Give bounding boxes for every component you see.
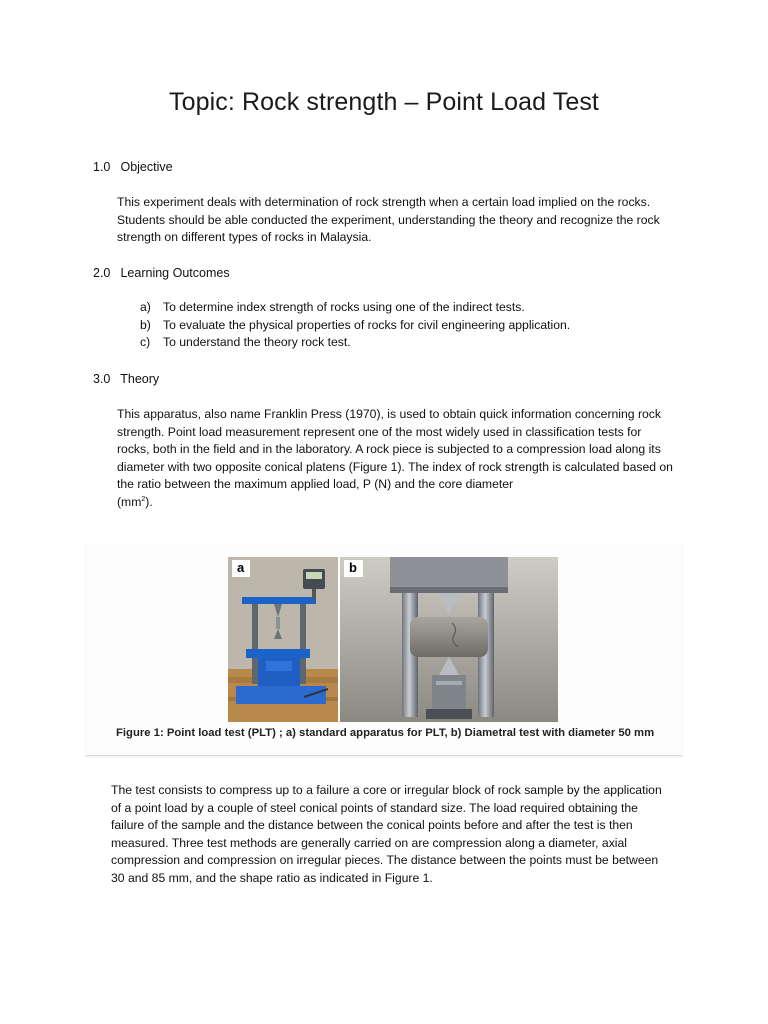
- section-title: Learning Outcomes: [120, 266, 230, 280]
- superscript: 2: [141, 495, 146, 503]
- theory-unit-tail: ).: [145, 494, 153, 509]
- list-item-text: To evaluate the physical properties of rocks for civil engineering application.: [163, 317, 571, 332]
- figure-panel-a: [228, 557, 338, 722]
- section-title: Objective: [120, 160, 173, 174]
- list-marker: b): [140, 317, 151, 332]
- section-number: 3.0: [93, 372, 111, 386]
- list-marker: a): [140, 300, 151, 314]
- section-heading-theory: [93, 372, 159, 386]
- theory-text: This apparatus, also name Franklin Press (1970), is used to obtain quick information concerning rock strength. Point load measurement represent one of the most widely used in classification tests for rocks, both in the field and in the laboratory. A rock piece is subjected to a compression load along its diameter with two opposite conical platens (Figure 1). The index of rock strength is calculated based on the ratio between the maximum applied load, P (N) and the core diameter: [117, 407, 673, 492]
- diametral-test-image: [340, 557, 558, 722]
- theory-unit: (mm: [117, 494, 142, 509]
- test-description-paragraph: The test consists to compress up to a failure a core or irregular block of rock sample by the application of a point load by a couple of steel conical points of standard size. The load required obtaining the failure of the sample and the distance between the conical points before and after the test is then measured. Three test methods are generally carried on are compression along a diameter, axial compression and compression on irregular pieces. The distance between the points must be between 30 and 85 mm, and the shape ratio as indicated in Figure 1.: [111, 783, 662, 885]
- figure-caption: Figure 1: Point load test (PLT) ; a) standard apparatus for PLT, b) Diametral test with diameter 50 mm: [116, 727, 655, 739]
- list-item-text: To understand the theory rock test.: [163, 335, 351, 349]
- objective-paragraph: This experiment deals with determination of rock strength when a certain load implied on the rocks. Students should be able conducted the experiment, understanding the theory and recognize the rock strength on different types of rocks in Malaysia.: [117, 195, 660, 245]
- section-number: 2.0: [93, 266, 111, 280]
- point-load-apparatus-image: [228, 557, 338, 722]
- list-item: [140, 317, 680, 335]
- section-number: 1.0: [93, 160, 111, 174]
- section-heading-objective: [93, 160, 173, 174]
- list-marker: c): [140, 335, 151, 349]
- list-item: [140, 334, 680, 352]
- list-item-text: To determine index strength of rocks using one of the indirect tests.: [163, 300, 525, 314]
- section-heading-learning-outcomes: [93, 266, 230, 280]
- theory-paragraph: [117, 406, 677, 512]
- figure-1: [86, 543, 682, 756]
- panel-label-b: b: [344, 560, 363, 577]
- panel-label-a: a: [232, 560, 250, 577]
- section-title: Theory: [120, 372, 160, 386]
- figure-panel-b: [340, 557, 558, 722]
- learning-outcomes-list: [140, 299, 680, 352]
- list-item: [140, 299, 680, 317]
- page-title: Topic: Rock strength – Point Load Test: [169, 88, 599, 116]
